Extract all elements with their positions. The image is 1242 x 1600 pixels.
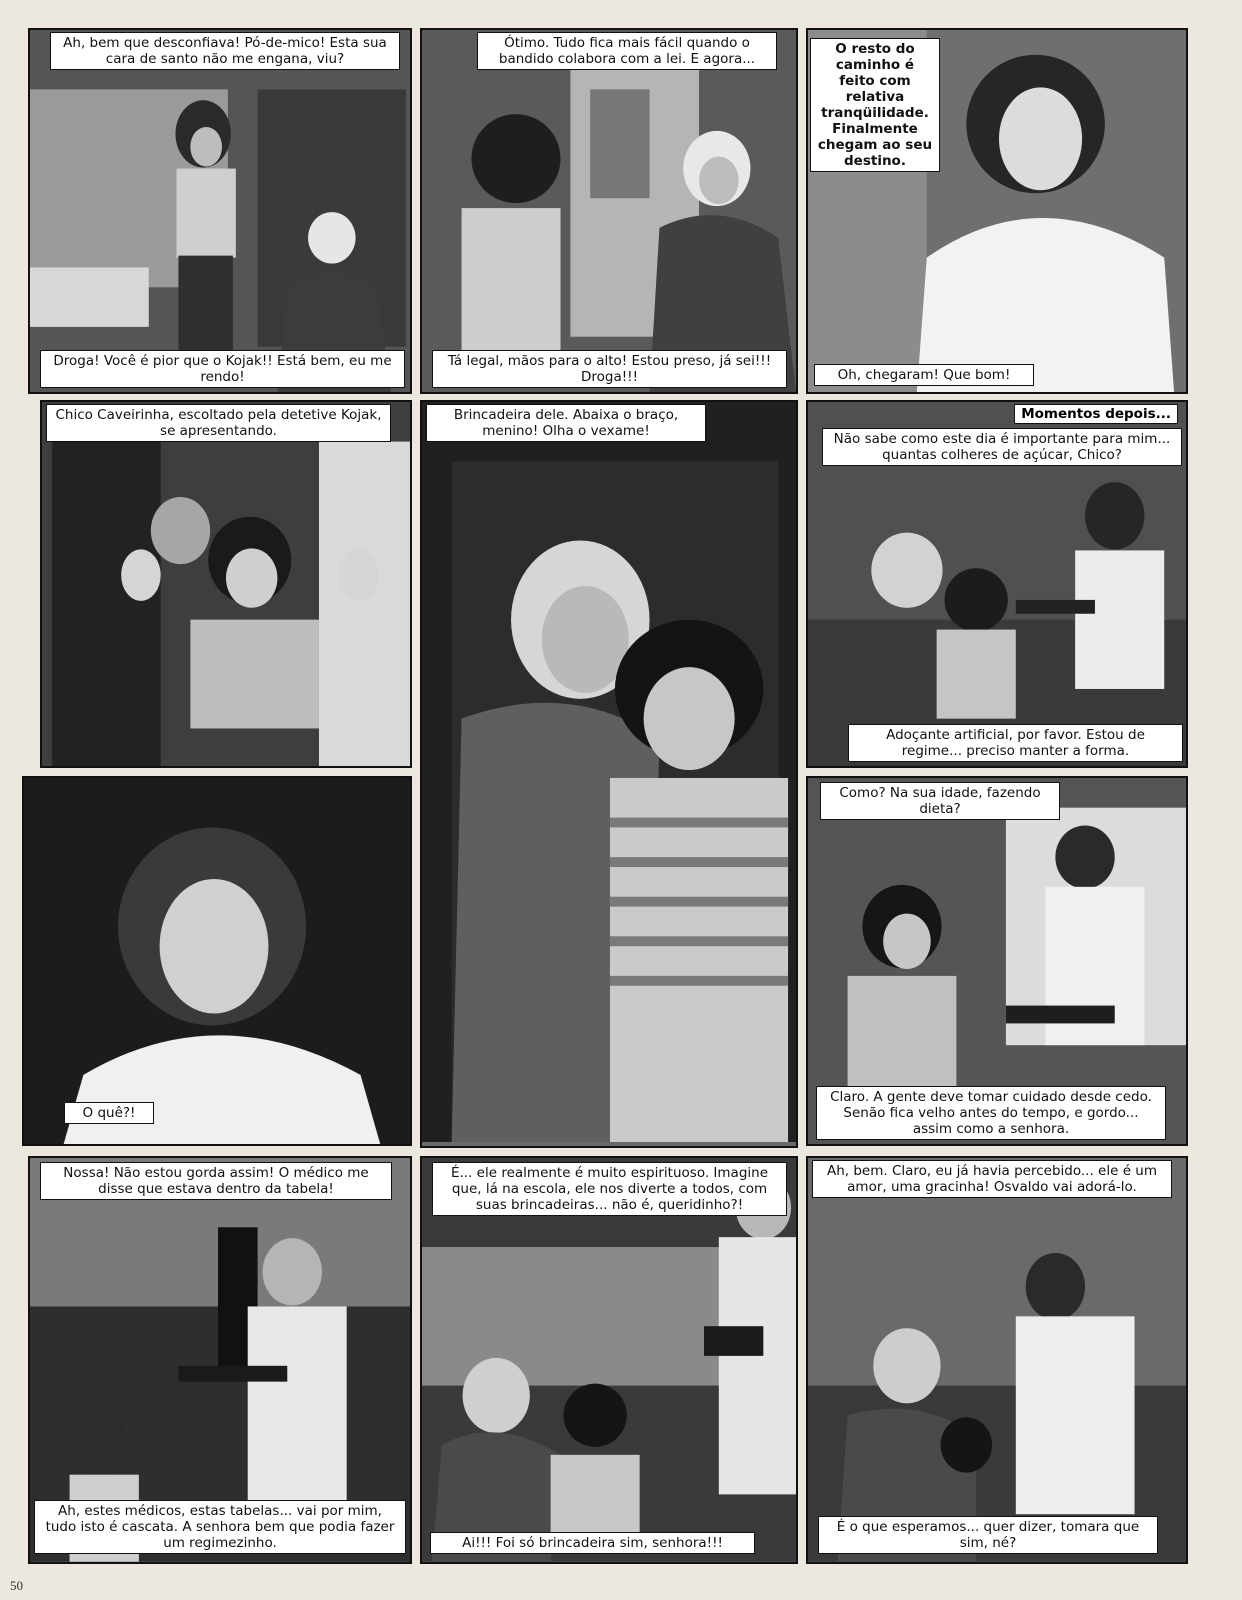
speech-caption-top: Não sabe como este dia é importante para mim... quantas colheres de açúcar, Chico? bbox=[822, 428, 1182, 466]
photo-scene-hands-up bbox=[422, 30, 796, 392]
narration-box: O resto do caminho é feito com relativa tranqüilidade. Finalmente chegam ao seu destino. bbox=[810, 38, 940, 172]
comic-panel-10 bbox=[420, 1156, 798, 1564]
speech-caption-top: Ah, bem que desconfiava! Pó-de-mico! Esta sua cara de santo não me engana, viu? bbox=[50, 32, 400, 70]
speech-caption-bottom: Ah, estes médicos, estas tabelas... vai por mim, tudo isto é cascata. A senhora bem que podia fazer um regimezinho. bbox=[34, 1500, 406, 1554]
speech-caption-top: Brincadeira dele. Abaixa o braço, menino! Olha o vexame! bbox=[426, 404, 706, 442]
comic-panel-1 bbox=[28, 28, 412, 394]
speech-caption-top: É... ele realmente é muito espirituoso. Imagine que, lá na escola, ele nos diverte a todos, com suas brincadeiras... não é, queridinho?! bbox=[432, 1162, 787, 1216]
comic-panel-5 bbox=[420, 400, 798, 1148]
speech-caption-bottom: Claro. A gente deve tomar cuidado desde cedo. Senão fica velho antes do tempo, e gordo... assim como a senhora. bbox=[816, 1086, 1166, 1140]
comic-panel-9 bbox=[28, 1156, 412, 1564]
speech-caption-top: Nossa! Não estou gorda assim! O médico me disse que estava dentro da tabela! bbox=[40, 1162, 392, 1200]
photo-scene-mother-greets-boy bbox=[808, 1158, 1186, 1562]
speech-caption-bottom: O quê?! bbox=[64, 1102, 154, 1124]
speech-caption-top: Ótimo. Tudo fica mais fácil quando o bandido colabora com a lei. E agora... bbox=[477, 32, 777, 70]
comic-panel-11 bbox=[806, 1156, 1188, 1564]
photo-scene-boy-waving bbox=[42, 402, 410, 766]
comic-panel-6 bbox=[806, 400, 1188, 768]
speech-caption-bottom: Droga! Você é pior que o Kojak!! Está bem, eu me rendo! bbox=[40, 350, 405, 388]
page-number: 50 bbox=[10, 1578, 23, 1593]
speech-caption-bottom: Tá legal, mãos para o alto! Estou preso, já sei!!! Droga!!! bbox=[432, 350, 787, 388]
speech-caption-top: Como? Na sua idade, fazendo dieta? bbox=[820, 782, 1060, 820]
photo-scene-boy-pinched bbox=[422, 1158, 796, 1562]
photo-scene-detective-and-boy bbox=[422, 402, 796, 1142]
comic-panel-8 bbox=[806, 776, 1188, 1146]
photo-scene-boy-and-detective bbox=[30, 30, 410, 392]
photo-scene-mother-surprised bbox=[24, 778, 410, 1144]
speech-caption-top: Ah, bem. Claro, eu já havia percebido... ele é um amor, uma gracinha! Osvaldo vai adorá-lo. bbox=[812, 1160, 1172, 1198]
speech-caption-bottom: Ai!!! Foi só brincadeira sim, senhora!!! bbox=[430, 1532, 755, 1554]
speech-caption-bottom: Oh, chegaram! Que bom! bbox=[814, 364, 1034, 386]
narration-box: Chico Caveirinha, escoltado pela detetive Kojak, se apresentando. bbox=[46, 404, 391, 442]
comic-panel-3 bbox=[806, 28, 1188, 394]
speech-caption-bottom: Adoçante artificial, por favor. Estou de regime... preciso manter a forma. bbox=[848, 724, 1183, 762]
comic-panel-7 bbox=[22, 776, 412, 1146]
comic-panel-4 bbox=[40, 400, 412, 768]
comic-panel-2 bbox=[420, 28, 798, 394]
speech-caption-bottom: É o que esperamos... quer dizer, tomara que sim, né? bbox=[818, 1516, 1158, 1554]
time-caption: Momentos depois... bbox=[1014, 404, 1178, 424]
